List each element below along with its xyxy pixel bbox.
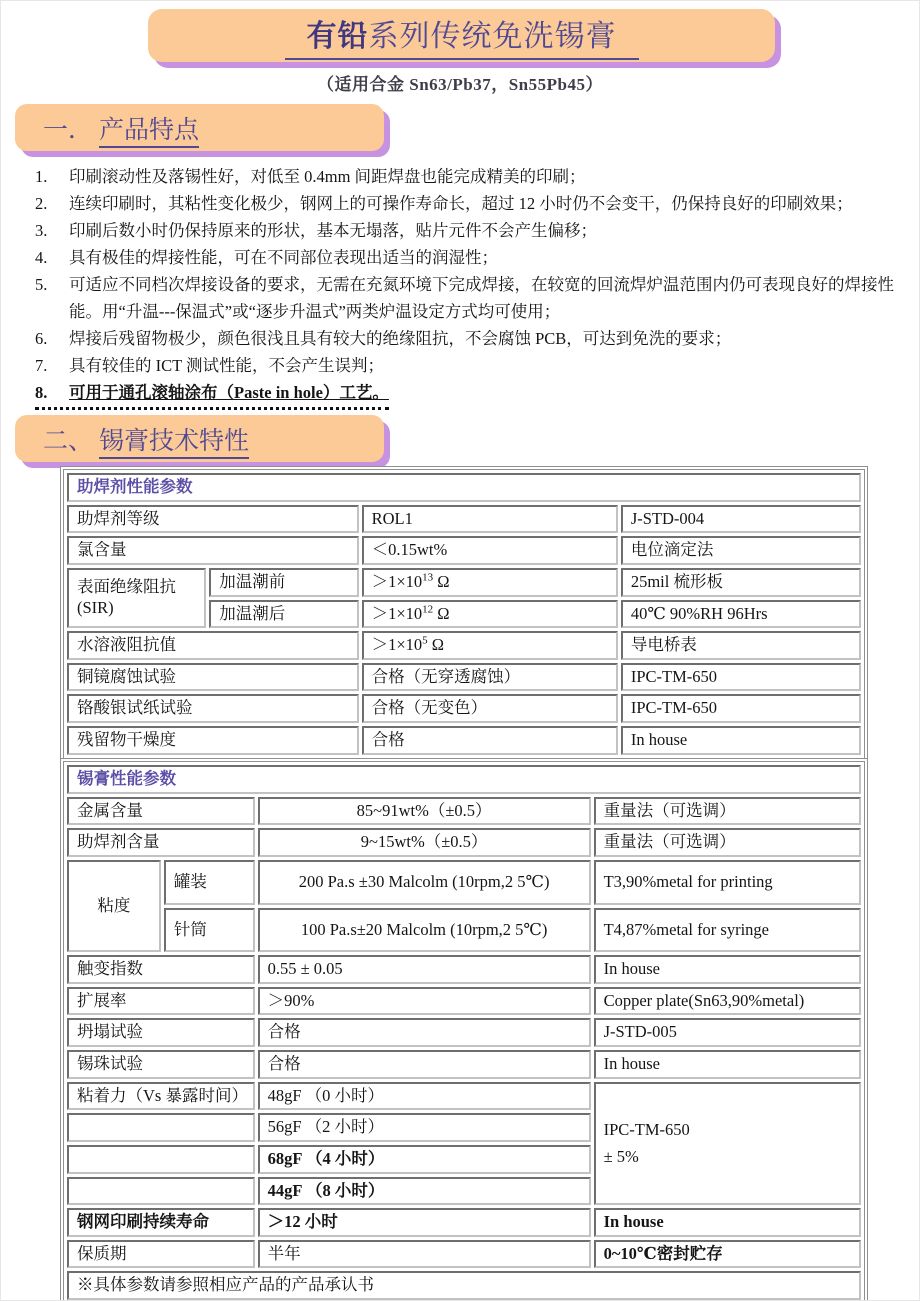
row-value: 0.55 ± 0.05 — [267, 959, 343, 979]
row-method-cell — [621, 694, 861, 723]
flux-table-title: 助焊剂性能参数 — [67, 473, 861, 502]
row-sublabel: 针筒 — [173, 919, 207, 939]
exponent: 12 — [422, 603, 434, 615]
exponent: 5 — [422, 634, 428, 647]
row-label: 粘度 — [97, 895, 131, 915]
paste-performance-table — [60, 758, 868, 1301]
paste-table — [64, 762, 864, 1301]
row-label-cell — [67, 694, 359, 723]
row-value: 85~91wt%（±0.5） — [356, 800, 492, 820]
row-method-cell — [594, 1082, 861, 1206]
row-method-cell — [621, 726, 861, 755]
row-method: IPC-TM-650 — [630, 666, 718, 686]
row-label: 锡珠试验 — [77, 1054, 143, 1073]
row-label-cell — [67, 1208, 255, 1237]
row-method: 重量法（可选调） — [603, 832, 736, 852]
row-label-cell — [67, 663, 359, 692]
list-item-text: 具有较佳的 ICT 测试性能，不会产生误判； — [69, 356, 385, 375]
table-row — [67, 1082, 861, 1111]
row-value-cell — [362, 505, 618, 534]
row-value: 56gF （2 小时） — [267, 1117, 385, 1137]
section2-heading: 锡膏技术特性 — [99, 428, 249, 459]
list-item-text: 焊接后残留物极少，颜色很浅且具有较大的绝缘阻抗，不会腐蚀 PCB，可达到免洗的要求； — [69, 329, 732, 348]
row-method-cell — [594, 987, 861, 1016]
row-value: ＞90% — [267, 990, 315, 1010]
row-sublabel: 加温潮后 — [219, 603, 286, 623]
row-sublabel-cell — [164, 908, 255, 953]
table-row — [67, 797, 861, 826]
row-value-cell — [258, 1145, 591, 1174]
row-method: In house — [630, 730, 688, 749]
row-value-cell — [362, 568, 618, 597]
table-row — [67, 505, 861, 534]
table-row — [67, 694, 861, 723]
row-method: T4,87%metal for syringe — [603, 919, 770, 939]
subtitle: （适用合金 Sn63/Pb37，Sn55Pb45） — [317, 75, 603, 94]
row-label-cell-empty — [67, 1177, 255, 1206]
section2-title — [43, 421, 249, 457]
list-item — [35, 217, 913, 244]
row-value-cell — [362, 600, 618, 629]
section2-header — [15, 415, 384, 462]
paste-table-title: 锡膏性能参数 — [67, 765, 861, 794]
list-item-number: 6. — [35, 329, 48, 348]
row-value: 半年 — [267, 1243, 301, 1263]
row-method: Copper plate(Sn63,90%metal) — [603, 990, 805, 1010]
row-value-cell — [362, 663, 618, 692]
row-value-cell — [258, 955, 591, 984]
row-method: 导电桥表 — [630, 635, 697, 655]
row-sublabel-cell — [209, 568, 358, 597]
row-label: 触变指数 — [77, 959, 143, 979]
row-label: 坍塌试验 — [77, 1022, 143, 1042]
row-method-cell — [594, 860, 861, 905]
row-sublabel-cell — [209, 600, 358, 629]
row-label-cell — [67, 860, 161, 952]
page-title — [285, 11, 639, 60]
row-value-cell — [258, 908, 591, 953]
row-value-cell — [258, 828, 591, 857]
row-method-line1: IPC-TM-650 — [603, 1120, 690, 1140]
row-method: 25mil 梳形板 — [630, 571, 723, 591]
row-label-cell — [67, 797, 255, 826]
list-item — [35, 271, 913, 325]
table-row — [67, 663, 861, 692]
list-item-number: 1. — [35, 167, 48, 186]
table-footnote-row — [67, 1271, 861, 1300]
row-value: 合格 — [267, 1022, 301, 1042]
row-label-cell — [67, 828, 255, 857]
row-method-cell — [594, 955, 861, 984]
row-value-cell — [258, 1050, 591, 1079]
row-label: 铬酸银试纸试验 — [77, 698, 193, 718]
row-method-cell — [594, 1208, 861, 1237]
row-label-cell — [67, 1240, 255, 1269]
row-value: ＞1×10 — [371, 635, 423, 655]
list-item-number: 4. — [35, 248, 48, 267]
row-value: 9~15wt%（±0.5） — [360, 832, 488, 852]
row-label: 助焊剂含量 — [77, 832, 160, 852]
list-item-text: 具有极佳的焊接性能，可在不同部位表现出适当的润湿性； — [69, 248, 498, 267]
row-method-cell — [621, 600, 861, 629]
feature-list — [35, 163, 913, 410]
row-value: ＞1×10 — [371, 571, 423, 591]
row-method: IPC-TM-650 — [630, 698, 718, 718]
row-label-cell — [67, 1082, 255, 1111]
row-label-cell — [67, 726, 359, 755]
row-value: 200 Pa.s ±30 Malcolm (10rpm,2 5℃) — [298, 871, 550, 891]
section1-number: 一． — [43, 116, 94, 144]
list-item-text: 印刷滚动性及落锡性好，对低至 0.4mm 间距焊盘也能完成精美的印刷； — [69, 167, 586, 186]
row-value-unit: Ω — [427, 635, 445, 655]
row-label-cell — [67, 987, 255, 1016]
flux-performance-table — [60, 466, 868, 762]
table-row — [67, 568, 861, 597]
table-row — [67, 908, 861, 953]
page-title-rest: 系列传统免洗锡膏 — [368, 20, 617, 53]
row-label: 残留物干燥度 — [77, 730, 176, 749]
section1-header — [15, 104, 384, 151]
row-value-cell — [362, 631, 618, 660]
row-sublabel: 加温潮前 — [219, 571, 286, 591]
row-value-cell — [362, 726, 618, 755]
row-method: 40℃ 90%RH 96Hrs — [630, 603, 768, 623]
table-row — [67, 1240, 861, 1269]
list-item-paste-in-hole — [35, 379, 389, 410]
row-value-unit: Ω — [433, 603, 450, 623]
flux-table — [64, 470, 864, 758]
footnote-cell — [67, 1271, 861, 1300]
list-item-number: 3. — [35, 221, 48, 240]
row-label-cell-empty — [67, 1145, 255, 1174]
row-label-cell — [67, 505, 359, 534]
row-method-cell — [621, 568, 861, 597]
row-value-cell — [258, 1177, 591, 1206]
section1-heading: 产品特点 — [99, 117, 199, 148]
row-value: 44gF （8 小时） — [267, 1180, 385, 1200]
row-value-cell — [362, 536, 618, 565]
page-title-bold: 有铅 — [306, 20, 369, 53]
row-label-cell — [67, 1018, 255, 1047]
list-item-text: 可用于通孔滚轴涂布（Paste in hole）工艺。 — [69, 383, 389, 402]
row-value: 合格 — [267, 1054, 301, 1073]
row-value: ＜0.15wt% — [371, 540, 448, 560]
table-row — [67, 631, 861, 660]
row-label: 保质期 — [77, 1243, 127, 1263]
list-item-text: 连续印刷时，其粘性变化极少，钢网上的可操作寿命长，超过 12 小时仍不会变干，仍保持良好的印刷效果； — [69, 194, 853, 213]
list-item-text: 可适应不同档次焊接设备的要求，无需在充氮环境下完成焊接，在较宽的回流焊炉温范围内仍可表现良好的焊接性能。用“升温---保温式”或“逐步升温式”两类炉温设定方式均可使用； — [69, 275, 894, 321]
section2-number: 二、 — [43, 427, 94, 455]
row-method-cell — [594, 1050, 861, 1079]
footnote-text: ※具体参数请参照相应产品的产品承认书 — [77, 1275, 374, 1295]
row-method-cell — [621, 536, 861, 565]
table-row — [67, 1018, 861, 1047]
row-value-cell — [258, 1240, 591, 1269]
row-value-cell — [258, 1018, 591, 1047]
row-method: 0~10℃密封贮存 — [603, 1243, 723, 1263]
row-method-cell — [621, 631, 861, 660]
row-value: 68gF （4 小时） — [267, 1148, 385, 1168]
row-method-cell — [594, 797, 861, 826]
row-label: 扩展率 — [77, 990, 127, 1010]
row-method-cell — [594, 828, 861, 857]
row-method: J-STD-005 — [603, 1022, 677, 1042]
row-label: 水溶液阻抗值 — [77, 635, 176, 655]
row-label-cell — [67, 568, 206, 628]
row-label-cell — [67, 955, 255, 984]
row-method-cell — [594, 1018, 861, 1047]
row-method: In house — [603, 1212, 664, 1232]
row-label: 粘着力（Vs 暴露时间） — [77, 1085, 248, 1105]
table-row — [67, 987, 861, 1016]
row-label: 表面绝缘阻抗 (SIR) — [77, 577, 176, 617]
row-value-unit: Ω — [433, 571, 450, 591]
list-item — [35, 244, 913, 271]
row-label: 钢网印刷持续寿命 — [77, 1212, 209, 1232]
row-value-cell — [362, 694, 618, 723]
row-method: In house — [603, 1054, 660, 1073]
row-value: 合格 — [371, 730, 405, 749]
row-method: J-STD-004 — [630, 508, 705, 528]
list-item — [35, 163, 913, 190]
row-method: In house — [603, 959, 660, 979]
row-label: 助焊剂等级 — [77, 508, 160, 528]
row-method-cell — [621, 663, 861, 692]
row-label-cell-empty — [67, 1113, 255, 1142]
row-method: 电位滴定法 — [630, 540, 714, 560]
row-value: 100 Pa.s±20 Malcolm (10rpm,2 5℃) — [300, 919, 548, 939]
row-label: 铜镜腐蚀试验 — [77, 666, 176, 686]
list-item-number: 2. — [35, 194, 48, 213]
row-method-cell — [594, 908, 861, 953]
row-value: ＞1×10 — [371, 603, 423, 623]
table-row — [67, 828, 861, 857]
row-value-cell — [258, 987, 591, 1016]
table-row — [67, 1208, 861, 1237]
list-item-number: 7. — [35, 356, 48, 375]
row-label-cell — [67, 536, 359, 565]
row-value-cell — [258, 1208, 591, 1237]
title-banner — [148, 9, 775, 62]
row-label: 氯含量 — [77, 540, 127, 560]
list-item — [35, 352, 913, 379]
table-row — [67, 955, 861, 984]
table-row — [67, 536, 861, 565]
row-value: 合格（无变色） — [371, 698, 488, 718]
exponent: 13 — [422, 571, 434, 584]
section1-title — [43, 110, 199, 146]
table-header-row — [67, 765, 861, 794]
row-method: T3,90%metal for printing — [603, 871, 773, 891]
row-sublabel-cell — [164, 860, 255, 905]
row-value-cell — [258, 797, 591, 826]
row-label-cell — [67, 631, 359, 660]
row-sublabel: 罐装 — [173, 871, 207, 891]
list-item-number: 8. — [35, 383, 48, 402]
row-value: 48gF （0 小时） — [267, 1085, 385, 1105]
row-method-cell — [594, 1240, 861, 1269]
row-value-cell — [258, 1082, 591, 1111]
row-method-cell — [621, 505, 861, 534]
row-value: ROL1 — [371, 508, 413, 528]
row-value: 合格（无穿透腐蚀） — [371, 666, 521, 686]
row-value-cell — [258, 860, 591, 905]
row-label-cell — [67, 1050, 255, 1079]
row-value: ＞12 小时 — [267, 1212, 338, 1232]
list-item-number: 5. — [35, 275, 48, 294]
table-header-row — [67, 473, 861, 502]
row-method-line2: ± 5% — [603, 1147, 639, 1167]
list-item-text: 印刷后数小时仍保持原来的形状，基本无塌落，贴片元件不会产生偏移； — [69, 221, 597, 240]
table-row — [67, 860, 861, 905]
list-item — [35, 190, 913, 217]
row-label: 金属含量 — [77, 800, 143, 820]
row-method: 重量法（可选调） — [603, 800, 736, 820]
list-item — [35, 325, 913, 352]
row-value-cell — [258, 1113, 591, 1142]
table-row — [67, 1050, 861, 1079]
table-row — [67, 726, 861, 755]
